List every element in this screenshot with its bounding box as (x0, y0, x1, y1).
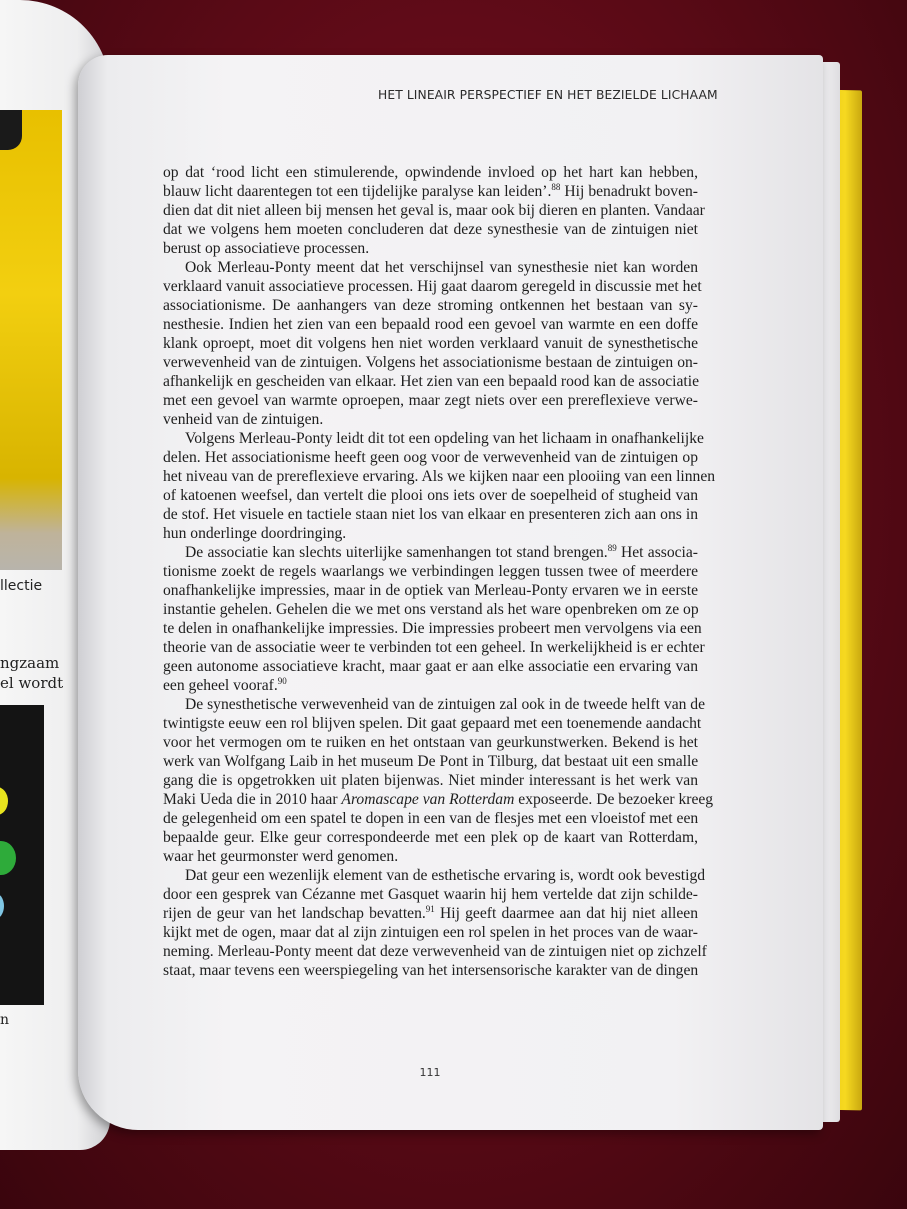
text-line: gang die is opgetrokken uit platen bijenwas. Niet minder interessant is het werk van (163, 772, 698, 789)
text-line: geen autonome associatieve kracht, maar gaat er aan elke associatie een ervaring van (163, 658, 698, 675)
text-line: neming. Merleau-Ponty meent dat deze verwevenheid van de zintuigen niet op zichzelf (163, 943, 707, 960)
text-line: blauw licht daarentegen tot een tijdelijke paralyse kan leiden’.$^{88}$ Hij benadrukt boven- (163, 182, 698, 200)
text-line: bepaalde geur. Elke geur correspondeerde met een plek op de kaart van Rotterdam, (163, 829, 698, 846)
text-line: een geheel vooraf.$^{90}$ (163, 676, 287, 694)
footnote-ref[interactable]: 89 (607, 543, 617, 553)
text-line: dien dat dit niet alleen bij mensen het geval is, maar ook bij dieren en planten. Vandaar (163, 202, 705, 219)
paragraph (163, 866, 707, 980)
paragraph (163, 258, 702, 429)
artwork-title: Aromascape van Rotterdam (341, 791, 515, 808)
text-line: Dat geur een wezenlijk element van de esthetische ervaring is, wordt ook bevestigd (185, 867, 706, 884)
text-line: met een gevoel van warmte oproepen, maar zegt niets over een prereflexieve verwe- (163, 392, 698, 409)
text-line: onafhankelijke impressies, maar in de optiek van Merleau-Ponty ervaren we in eerste (163, 582, 698, 599)
text-line: op dat ‘rood licht een stimulerende, opwindende invloed op het hart kan hebben, (163, 164, 698, 181)
text-line: de stof. Het visuele en tactiele staan niet los van elkaar en presenteren zich aan ons in (163, 506, 698, 523)
text-line: de gelegenheid om een spatel te dopen in een van de flesjes met een vloeistof met een (163, 810, 699, 827)
text-line: twintigste eeuw een rol blijven spelen. Dit gaat gepaard met een toenemende aandacht (163, 715, 702, 732)
left-page-dark-figure (0, 705, 44, 1005)
text-line: klank oproept, moet dit volgens hen niet worden verklaard vanuit de synesthetische (163, 335, 698, 352)
text-line: Maki Ueda die in 2010 haar Aromascape van Rotterdam exposeerde. De bezoeker kreeg (163, 791, 714, 808)
paragraph (163, 163, 705, 258)
text-line: theorie van de associatie weer te verbinden tot een geheel. In werkelijkheid is er echter (163, 639, 705, 656)
text-line: berust op associatieve processen. (163, 240, 370, 257)
paragraph (163, 429, 716, 543)
page-number: 111 (419, 1066, 441, 1079)
paragraph (163, 543, 705, 695)
yellow-dot (0, 787, 8, 815)
text-line: nesthesie. Indien het zien van een bepaald rood een gevoel van warmte en een doffe (163, 316, 698, 333)
text-line: verwevenheid van de zintuigen. Volgens het associationisme bestaan de zintuigen on- (163, 354, 698, 371)
text-line: afhankelijk en gescheiden van elkaar. Het zien van een bepaald rood kan de associatie (163, 373, 700, 390)
footnote-ref[interactable]: 88 (551, 182, 561, 192)
text-line: te delen in onafhankelijke impressies. Die impressies probeert men vervolgens via een (163, 620, 702, 637)
text-line: rijen de geur van het landschap bevatten.$^{91}$ Hij geeft daarmee aan dat hij niet alleen (163, 904, 698, 922)
running-head: HET LINEAIR PERSPECTIEF EN HET BEZIELDE LICHAAM (378, 88, 718, 102)
left-page-text-line: ngzaam (0, 654, 60, 672)
text-line: De synesthetische verwevenheid van de zintuigen zal ook in de tweede helft van de (185, 696, 706, 713)
text-line: voor het vermogen om te ruiken en het ontstaan van geurkunstwerken. Bekend is het (163, 734, 698, 751)
text-line: verklaard vanuit associatieve processen. Hij gaat daarom geregeld in discussie met het (163, 278, 702, 295)
text-line: werk van Wolfgang Laib in het museum De Pont in Tilburg, dat bestaat uit een smalle (163, 753, 699, 770)
text-line: hun onderlinge doordringing. (163, 525, 347, 542)
left-page-photo (0, 110, 62, 570)
text-line: door een gesprek van Cézanne met Gasquet waarin hij hem vertelde dat zijn schilde- (163, 886, 698, 903)
text-line: of katoenen weefsel, dan vertelt die plooi ons iets over de soepelheid of stugheid van (163, 487, 698, 504)
green-dot (0, 841, 16, 875)
footnote-ref[interactable]: 91 (425, 904, 435, 914)
text-line: waar het geurmonster werd genomen. (163, 848, 399, 865)
footnote-ref[interactable]: 90 (277, 676, 287, 686)
text-line: staat, maar tevens een weerspiegeling van het intersensorische karakter van de dingen (163, 962, 699, 979)
text-line: De associatie kan slechts uiterlijke samenhangen tot stand brengen.$^{89}$ Het associa- (185, 543, 698, 561)
text-line: delen. Het associationisme heeft geen oog voor de verwevenheid van de zintuigen op (163, 449, 698, 466)
body-text (163, 163, 716, 980)
text-line: Ook Merleau-Ponty meent dat het verschijnsel van synesthesie niet kan worden (185, 259, 698, 276)
text-line: kijkt met de ogen, maar dat al zijn zintuigen een rol spelen in het proces van de waar- (163, 924, 698, 941)
text-line: dat we volgens hem moeten concluderen dat deze synesthesie van de zintuigen niet (163, 221, 698, 238)
left-page-text-line: el wordt (0, 674, 64, 692)
text-line: associationisme. De aanhangers van deze stroming ontkennen het bestaan van sy- (163, 297, 698, 314)
text-line: het niveau van de prereflexieve ervaring. Als we kijken naar een plooiing van een linnen (163, 468, 716, 485)
paragraph (163, 695, 714, 866)
text-line: tionisme zoekt de regels waarlangs we verbindingen leggen tussen twee of meerdere (163, 563, 698, 580)
text-line: venheid van de zintuigen. (163, 411, 324, 428)
blue-dot (0, 893, 4, 919)
text-line: instantie gehelen. Gehelen die we met ons verstand als het ware openbreken om ze op (163, 601, 699, 618)
text-line: Volgens Merleau-Ponty leidt dit tot een opdeling van het lichaam in onafhankelijke (185, 430, 704, 447)
left-page-caption: llectie (0, 578, 43, 594)
left-page-fragment: n (0, 1012, 10, 1028)
